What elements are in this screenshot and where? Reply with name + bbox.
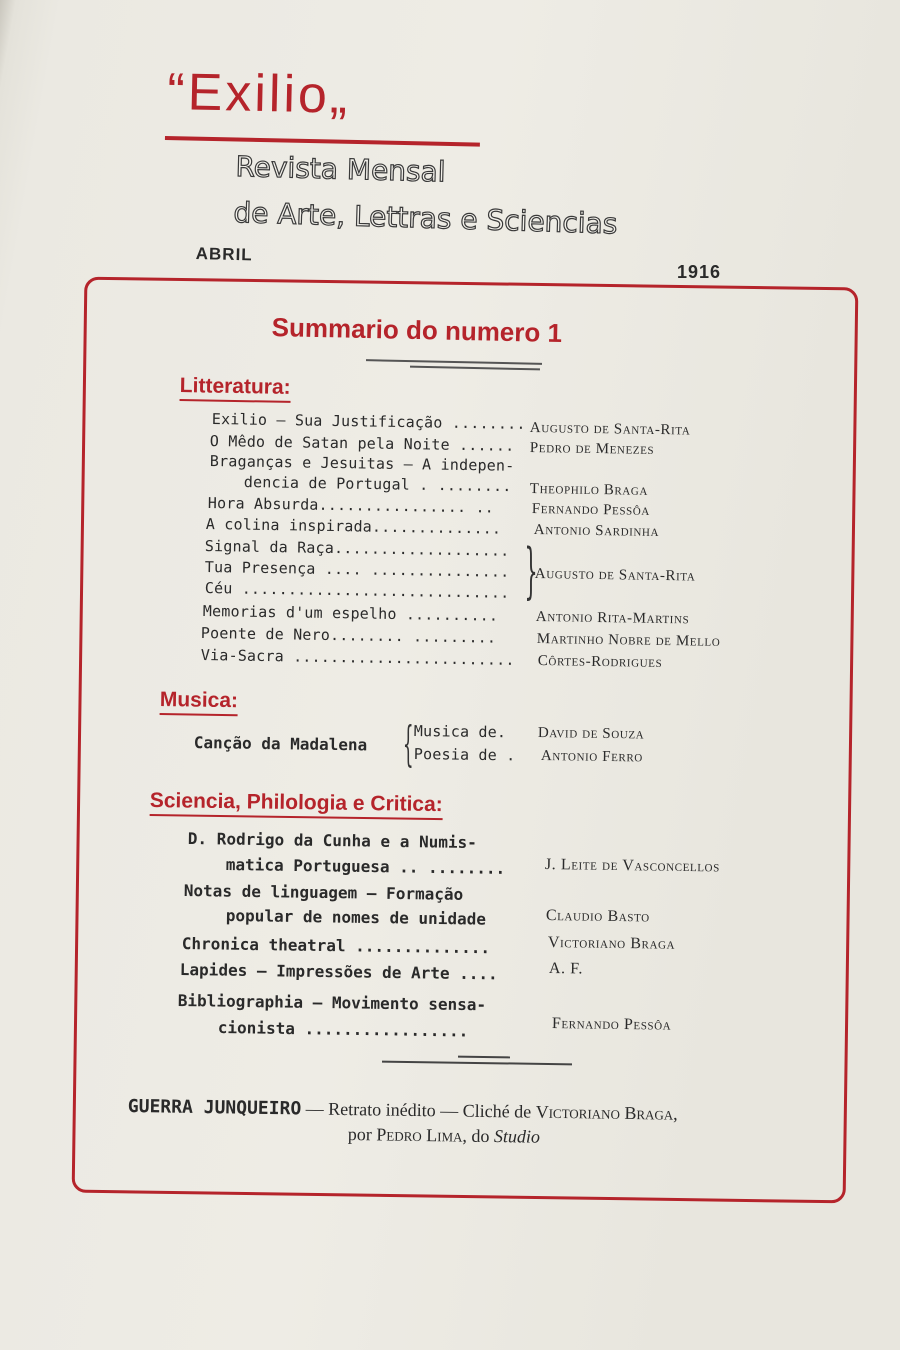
entry-author: Antonio Rita-Martins — [535, 609, 690, 628]
entry-author: Côrtes-Rodrigues — [537, 653, 663, 671]
of-word: , do — [462, 1125, 495, 1147]
section-musica: Musica: — [160, 688, 239, 716]
entry-title-continued: dencia de Portugal . ........ — [243, 473, 512, 496]
section-sciencia: Sciencia, Philologia e Critica: — [150, 789, 443, 820]
portrait-subject: GUERRA JUNQUEIRO — [127, 1096, 302, 1120]
grouping-brace: } — [524, 536, 538, 606]
grouping-brace: { — [402, 716, 414, 772]
entry-title: Hora Absurda................ .. — [207, 494, 495, 517]
entry-title-continued: popular de nomes de unidade — [225, 906, 487, 929]
entry-author: Augusto de Santa-Rita — [529, 420, 691, 439]
studio-name: Studio — [493, 1126, 541, 1147]
portrait-description: — Retrato inédito — Cliché de — [301, 1098, 536, 1122]
subtitle-line-2: de Arte, Lettras e Sciencias — [233, 196, 618, 241]
entry-author: J. Leite de Vasconcellos — [544, 856, 720, 876]
entry-author: Antonio Sardinha — [533, 522, 660, 540]
illustration-credit-line-2 — [348, 1124, 540, 1148]
entry-author: Pedro de Menezes — [529, 440, 655, 458]
entry-title-continued: cionista ................. — [217, 1018, 469, 1041]
title-underline — [165, 136, 480, 147]
entry-title: Braganças e Jesuitas — A indepen- — [209, 452, 515, 475]
cliche-author: Victoriano Braga — [535, 1101, 674, 1124]
entry-title: Chronica theatral .............. — [181, 934, 491, 958]
entry-title-continued: matica Portuguesa .. ........ — [225, 855, 506, 878]
entry-author: Augusto de Santa-Rita — [534, 566, 696, 585]
comma: , — [673, 1103, 678, 1124]
credit-name: David de Souza — [537, 725, 645, 743]
credit-role: Poesia de . — [413, 745, 516, 765]
entry-title: Via-Sacra ........................ — [200, 646, 515, 669]
contents-heading: Summario do numero 1 — [271, 312, 563, 349]
issue-month: ABRIL — [195, 244, 253, 265]
entry-author: Fernando Pessôa — [551, 1015, 672, 1034]
entry-title: Poente de Nero........ ......... — [200, 624, 497, 647]
issue-year: 1916 — [677, 262, 722, 282]
by-word: por — [347, 1124, 377, 1145]
entry-title: O Mêdo de Satan pela Noite ...... — [209, 432, 515, 455]
photographer: Pedro Lima — [376, 1124, 463, 1146]
entry-title: Memorias d'um espelho .......... — [202, 602, 499, 625]
subtitle-line-1: Revista Mensal — [235, 150, 446, 189]
entry-title: A colina inspirada.............. — [205, 515, 502, 538]
entry-author: Martinho Nobre de Mello — [536, 631, 721, 650]
entry-author: Theophilo Braga — [529, 481, 649, 499]
entry-title: Notas de linguagem — Formação — [183, 881, 464, 904]
entry-author: Fernando Pessôa — [531, 501, 651, 519]
entry-title: Signal da Raça................... — [204, 537, 510, 560]
entry-title: Bibliographia — Movimento sensa- — [177, 991, 487, 1015]
entry-title: Tua Presença .... ............... — [204, 558, 510, 581]
entry-author: Victoriano Braga — [547, 934, 676, 953]
entry-author: A. F. — [548, 960, 584, 978]
entry-title: Canção da Madalena — [193, 733, 368, 755]
credit-name: Antonio Ferro — [540, 748, 644, 766]
section-litteratura: Litteratura: — [180, 374, 291, 403]
entry-title: Exilio — Sua Justificação ........ — [211, 410, 526, 433]
entry-author: Claudio Basto — [545, 907, 650, 926]
magazine-title: “Exilio„ — [166, 62, 351, 125]
entry-title: D. Rodrigo da Cunha e a Numis- — [187, 829, 477, 853]
credit-role: Musica de. — [413, 722, 507, 742]
entry-title: Céu ............................. — [204, 579, 510, 602]
entry-title: Lapides — Impressões de Arte .... — [179, 960, 498, 984]
